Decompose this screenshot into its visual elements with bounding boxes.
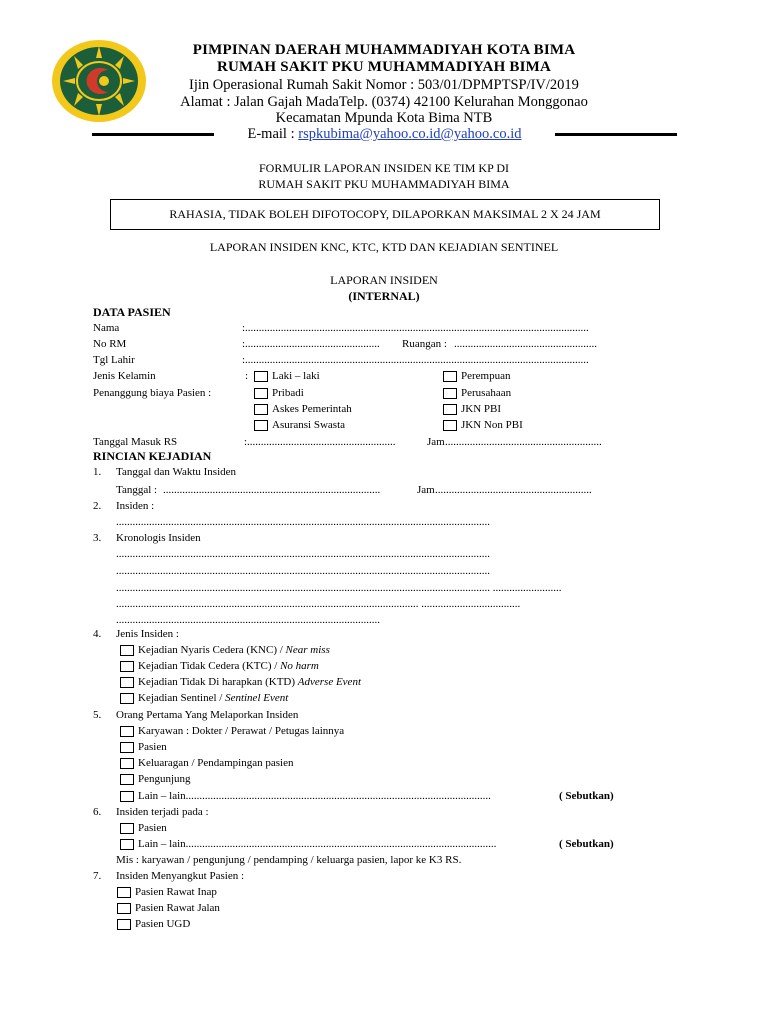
label-ruangan: Ruangan : [402, 338, 447, 350]
num-4: 4. [93, 628, 102, 640]
checkbox[interactable] [120, 726, 134, 737]
field-tgl-lahir[interactable]: :............................................................................................................................. [242, 354, 589, 366]
q6-option-pasien[interactable]: Pasien [120, 822, 167, 834]
num-5: 5. [93, 709, 102, 721]
org-name: PIMPINAN DAERAH MUHAMMADIYAH KOTA BIMA [192, 42, 576, 58]
header-rule-left [92, 133, 214, 136]
num-6: 6. [93, 806, 102, 818]
checkbox[interactable] [254, 420, 268, 431]
checkbox[interactable] [120, 774, 134, 785]
q4-option-sentinel[interactable]: Kejadian Sentinel / Sentinel Event [120, 692, 288, 704]
field-jam-masuk[interactable]: ......................................................... [445, 436, 602, 448]
checkbox[interactable] [443, 404, 457, 415]
checkbox[interactable] [120, 661, 134, 672]
q5-option-pengunjung[interactable]: Pengunjung [120, 773, 191, 785]
checkbox[interactable] [120, 839, 134, 850]
option-pribadi[interactable]: Pribadi [254, 387, 304, 399]
hospital-name: RUMAH SAKIT PKU MUHAMMADIYAH BIMA [216, 59, 552, 75]
checkbox[interactable] [120, 677, 134, 688]
label-penanggung: Penanggung biaya Pasien : [93, 387, 212, 399]
q5-label: Orang Pertama Yang Melaporkan Insiden [116, 709, 299, 721]
q3-line-5[interactable]: ................................................................................................ [116, 614, 380, 626]
q7-option-rawat-inap[interactable]: Pasien Rawat Inap [117, 886, 217, 898]
q1-label: Tanggal dan Waktu Insiden [116, 466, 237, 478]
q7-label: Insiden Menyangkut Pasien : [116, 870, 245, 882]
q4-option-knc[interactable]: Kejadian Nyaris Cedera (KNC) / Near miss [120, 644, 330, 656]
q7-option-ugd[interactable]: Pasien UGD [117, 918, 190, 930]
q3-line-3[interactable]: ........................................................................................................................................ ......................... [116, 582, 562, 594]
q1-tanggal-field[interactable]: ............................................................................... [163, 484, 381, 496]
num-3: 3. [93, 532, 102, 544]
report-title: LAPORAN INSIDEN [330, 273, 438, 287]
q3-line-2[interactable]: ........................................................................................................................................ [116, 565, 490, 577]
email-link[interactable]: rspkubima@yahoo.co.id@yahoo.co.id [298, 126, 522, 142]
checkbox[interactable] [254, 371, 268, 382]
q5-option-pasien[interactable]: Pasien [120, 741, 167, 753]
option-perusahaan[interactable]: Perusahaan [443, 387, 511, 399]
q1-jam-label: Jam [417, 484, 435, 496]
q4-label: Jenis Insiden : [116, 628, 179, 640]
email-label: E-mail : [247, 126, 299, 142]
checkbox[interactable] [120, 645, 134, 656]
q6-option-lain[interactable]: Lain – lain................................................................................................................. [120, 838, 496, 850]
report-type: LAPORAN INSIDEN KNC, KTC, KTD DAN KEJADIAN SENTINEL [209, 240, 559, 254]
report-internal: (INTERNAL) [348, 289, 420, 303]
q6-label: Insiden terjadi pada : [116, 806, 209, 818]
checkbox[interactable] [120, 823, 134, 834]
field-no-rm[interactable]: :................................................. [242, 338, 380, 350]
num-1: 1. [93, 466, 102, 478]
checkbox[interactable] [443, 420, 457, 431]
checkbox[interactable] [254, 388, 268, 399]
label-jam-masuk: Jam [427, 436, 445, 448]
q4-option-ktc[interactable]: Kejadian Tidak Cedera (KTC) / No harm [120, 660, 319, 672]
q6-note: Mis : karyawan / pengunjung / pendamping / keluarga pasien, lapor ke K3 RS. [116, 854, 462, 866]
q6-sebutkan: ( Sebutkan) [559, 838, 614, 850]
label-tgl-lahir: Tgl Lahir [93, 354, 135, 366]
section-rincian: RINCIAN KEJADIAN [93, 449, 212, 463]
option-askes[interactable]: Askes Pemerintah [254, 403, 352, 415]
checkbox[interactable] [120, 693, 134, 704]
q3-line-1[interactable]: ........................................................................................................................................ [116, 548, 490, 560]
jk-colon: : [245, 370, 249, 382]
form-title-1: FORMULIR LAPORAN INSIDEN KE TIM KP DI [258, 161, 509, 175]
form-title-2: RUMAH SAKIT PKU MUHAMMADIYAH BIMA [258, 177, 510, 191]
q5-option-keluarga[interactable]: Keluaragan / Pendampingan pasien [120, 757, 293, 769]
district-text: Kecamatan Mpunda Kota Bima NTB [275, 110, 493, 126]
option-asuransi[interactable]: Asuransi Swasta [254, 419, 345, 431]
q2-label: Insiden : [116, 500, 155, 512]
q5-sebutkan: ( Sebutkan) [559, 790, 614, 802]
q1-jam-field[interactable]: ......................................................... [435, 484, 592, 496]
checkbox[interactable] [120, 742, 134, 753]
address-text: Alamat : Jalan Gajah MadaTelp. (0374) 42100 Kelurahan Monggonao [180, 94, 588, 110]
num-2: 2. [93, 500, 102, 512]
checkbox[interactable] [120, 791, 134, 802]
checkbox[interactable] [120, 758, 134, 769]
q7-option-rawat-jalan[interactable]: Pasien Rawat Jalan [117, 902, 220, 914]
label-no-rm: No RM [93, 338, 127, 350]
q3-line-4[interactable]: .............................................................................................................. .................................... [116, 598, 521, 610]
label-jenis-kelamin: Jenis Kelamin [93, 370, 156, 382]
muhammadiyah-logo [50, 38, 148, 124]
email-line [214, 126, 555, 143]
checkbox[interactable] [117, 903, 131, 914]
q1-tanggal-label: Tanggal : [116, 484, 158, 496]
section-data-pasien: DATA PASIEN [93, 305, 171, 319]
checkbox[interactable] [117, 887, 131, 898]
license-text: Ijin Operasional Rumah Sakit Nomor : 503/01/DPMPTSP/IV/2019 [189, 77, 579, 93]
option-jkn-pbi[interactable]: JKN PBI [443, 403, 501, 415]
field-ruangan[interactable]: .................................................... [454, 338, 597, 350]
label-nama: Nama [93, 322, 120, 334]
q2-field[interactable]: ........................................................................................................................................ [116, 516, 490, 528]
header-rule-right [555, 133, 677, 136]
field-nama[interactable]: :............................................................................................................................. [242, 322, 589, 334]
checkbox[interactable] [443, 388, 457, 399]
q5-option-lain[interactable]: Lain – lain............................................................................................................... [120, 790, 491, 802]
option-perempuan[interactable]: Perempuan [443, 370, 510, 382]
checkbox[interactable] [254, 404, 268, 415]
checkbox[interactable] [443, 371, 457, 382]
label-tanggal-masuk: Tanggal Masuk RS [93, 436, 178, 448]
q4-option-ktd[interactable]: Kejadian Tidak Di harapkan (KTD) Adverse Event [120, 676, 361, 688]
field-tanggal-masuk[interactable]: :...................................................... [244, 436, 396, 448]
checkbox[interactable] [117, 919, 131, 930]
num-7: 7. [93, 870, 102, 882]
q5-option-karyawan[interactable]: Karyawan : Dokter / Perawat / Petugas lainnya [120, 725, 344, 737]
option-jkn-non-pbi[interactable]: JKN Non PBI [443, 419, 523, 431]
option-laki[interactable]: Laki – laki [254, 370, 320, 382]
q3-label: Kronologis Insiden [116, 532, 201, 544]
warning-text: RAHASIA, TIDAK BOLEH DIFOTOCOPY, DILAPORKAN MAKSIMAL 2 X 24 JAM [169, 207, 601, 221]
